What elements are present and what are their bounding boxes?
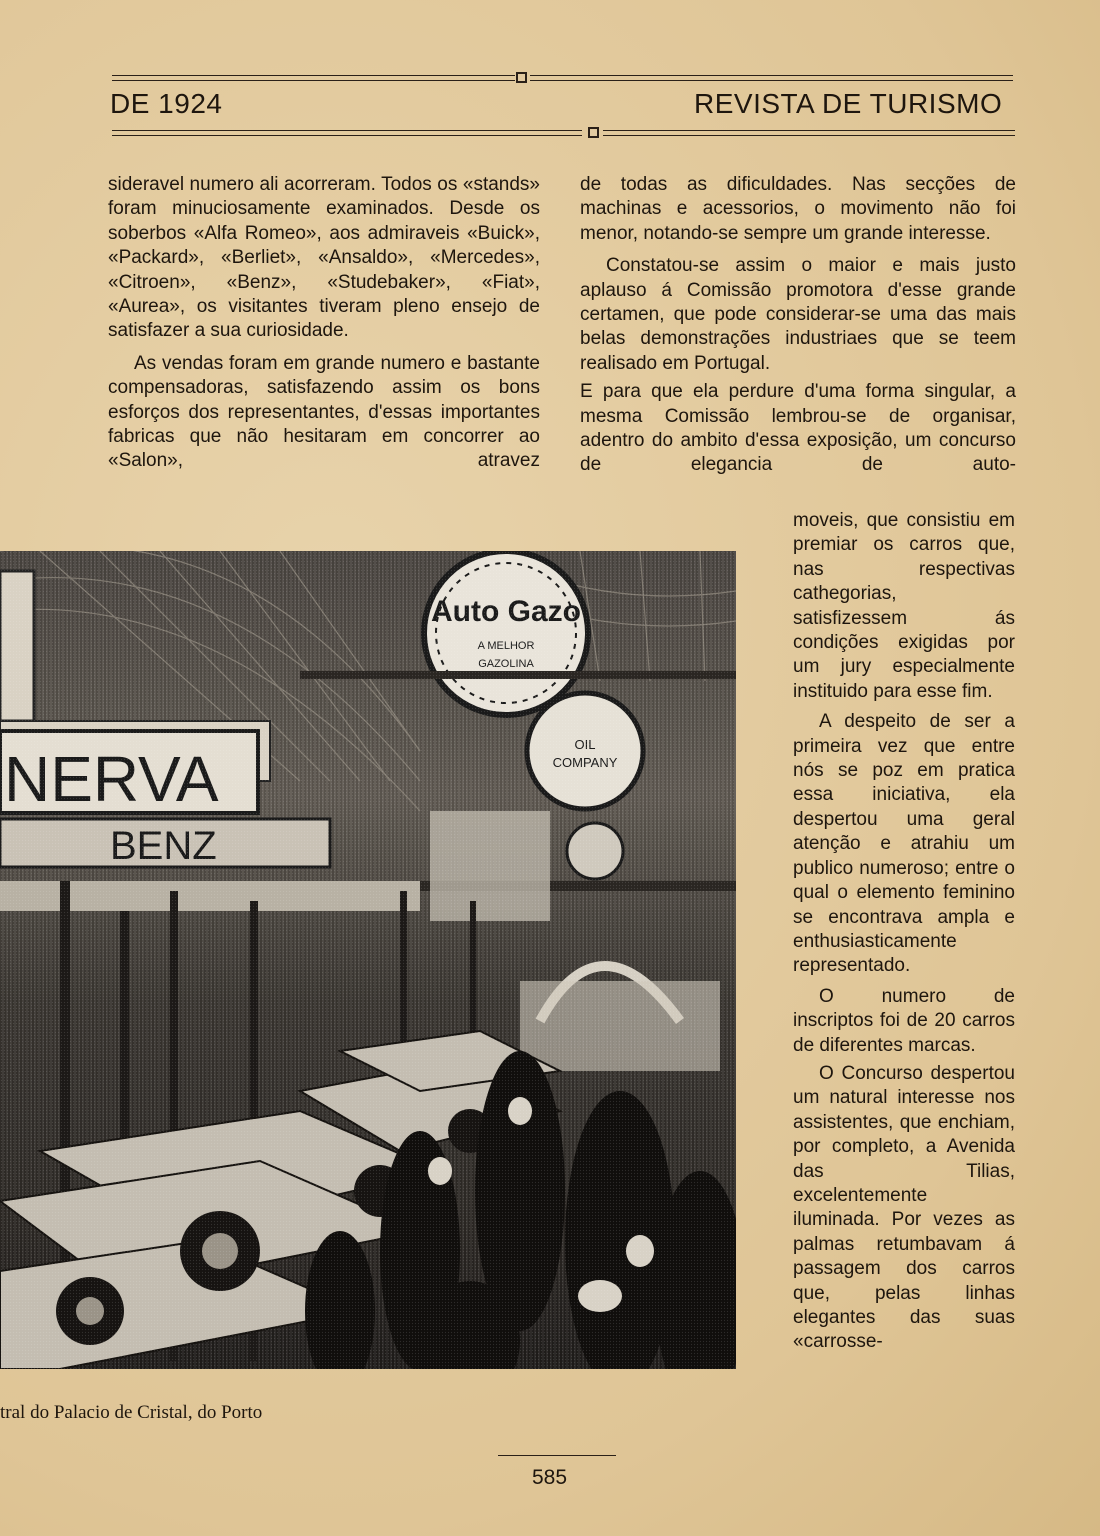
header-top-ornament-icon xyxy=(516,72,527,83)
left-paragraph-2: As vendas foram em grande numero e bastante compensadoras, satisfazendo assim os bons esforços dos representantes, d'essas importantes fabricas que não hesitaram em concorrer ao «Salon», atravez xyxy=(108,352,540,472)
header-bottom-ornament-icon xyxy=(588,127,599,138)
photo-illustration xyxy=(0,551,736,1369)
header-bottom-rule-left xyxy=(112,130,582,131)
right-paragraph-1: de todas as dificuldades. Nas secções de machinas e acessorios, o movimento não foi menor, notando-se sempre um grande interesse. xyxy=(580,174,1016,244)
left-paragraph-1: sideravel numero ali acorreram. Todos os «stands» foram minuciosamente examinados. Desde os soberbos «Alfa Romeo», aos admiraveis «Buick», «Packard», «Berliet», «Ansaldo», «Mercedes», «Citroen», «Benz», «Studebaker», «Fiat», «Aurea», os visitantes tiveram pleno ensejo de satisfazer a sua curiosidade. xyxy=(108,174,540,342)
header-bottom-rule-left-2 xyxy=(112,135,582,136)
header-bottom-rule-right-2 xyxy=(603,135,1015,136)
page-number: 585 xyxy=(532,1466,568,1489)
exhibition-hall-photo xyxy=(0,551,736,1369)
left-column xyxy=(108,173,540,474)
header-top-rule-left xyxy=(112,75,515,76)
narrow-paragraph-2: A despeito de ser a primeira vez que entre nós se poz em pratica essa iniciativa, ela despertou uma geral atenção e atrahiu um publico numeroso; entre o qual o elemento feminino se encontrava ampla e enthusiasticamente representado. xyxy=(793,711,1015,977)
right-paragraph-3-start: E para que ela perdure d'uma forma singular, a mesma Comissão lembrou-se de organisar, adentro do ambito d'essa exposição, um concurso de elegancia de auto- xyxy=(580,381,1016,476)
right-paragraph-2: Constatou-se assim o maior e mais justo aplauso á Comissão promotora d'esse grande certamen, que pode considerar-se uma das mais belas demonstrações industriaes que se teem realisado em Portugal. xyxy=(580,255,1016,374)
narrow-paragraph-1: moveis, que consistiu em premiar os carros que, nas respectivas cathegorias, satisfizessem ás condições exigidas por um jury especialmente instituido para esse fim. xyxy=(793,510,1015,702)
header-bottom-rule-right xyxy=(603,130,1015,131)
photo-caption: tral do Palacio de Cristal, do Porto xyxy=(0,1402,263,1423)
header-top-rule-right-2 xyxy=(530,80,1013,81)
footer-rule xyxy=(498,1455,616,1456)
running-head-left: DE 1924 xyxy=(110,88,223,119)
header-top-rule-left-2 xyxy=(112,80,515,81)
running-head-right: REVISTA DE TURISMO xyxy=(694,88,1003,119)
right-column xyxy=(580,173,1016,478)
header-top-rule-right xyxy=(530,75,1013,76)
narrow-paragraph-4: O Concurso despertou um natural interesse nos assistentes, que enchiam, por completo, a Avenida das Tilias, excelentemente iluminada. Por vezes as palmas retumbavam á passagem dos carros que, pelas linhas elegantes das suas «carrosse- xyxy=(793,1062,1015,1353)
narrow-column xyxy=(793,509,1015,1355)
narrow-paragraph-3: O numero de inscriptos foi de 20 carros de diferentes marcas. xyxy=(793,985,1015,1056)
